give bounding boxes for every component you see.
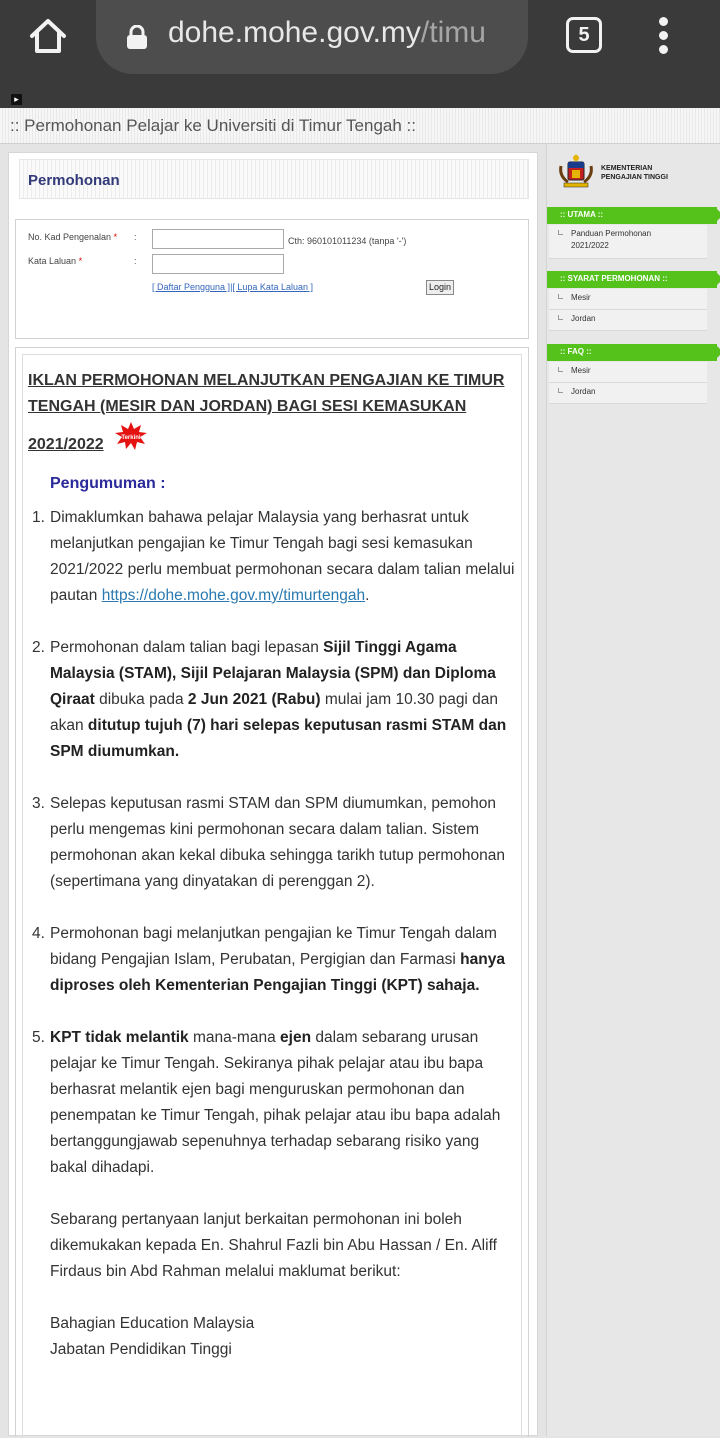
ic-colon: : [134, 232, 137, 242]
list-item: 2. Permohonan dalam talian bagi lepasan Sijil Tinggi Agama Malaysia (STAM), Sijil Pelajaran Malaysia (SPM) dan Diploma Qiraat dibuka pada 2 Jun 2021 (Rabu) mulai jam 10.30 pagi dan akan ditutup tujuh (7) hari selepas keputusan rasmi STAM dan SPM diumumkan. [32, 639, 507, 760]
ic-hint: Cth: 960101011234 (tanpa '-') [288, 236, 407, 246]
password-input[interactable] [152, 254, 284, 274]
announcement-box [15, 347, 529, 1437]
login-form [15, 219, 529, 339]
announcement-year: 2021/2022 [28, 436, 104, 453]
coat-of-arms-icon [555, 152, 597, 194]
forgot-password-link[interactable]: [ Lupa Kata Laluan ] [232, 282, 313, 292]
tab-switcher-button[interactable]: 5 [566, 17, 602, 53]
login-links: [ Daftar Pengguna ]|[ Lupa Kata Laluan ] [152, 282, 313, 292]
new-badge-icon [114, 422, 148, 450]
list-item: 1. Dimaklumkan bahawa pelajar Malaysia yang berhasrat untuk melanjutkan pengajian ke Timur Tengah bagi sesi kemasukan 2021/2022 perlu membuat permohonan secara dalam talian melalui pautan https://dohe.mohe.gov.my/timurtengah. [32, 509, 515, 604]
page-title: :: Permohonan Pelajar ke Universiti di Timur Tengah :: [10, 116, 416, 135]
home-icon[interactable] [26, 14, 70, 58]
announcement-heading: Pengumuman : [50, 475, 166, 492]
ic-label: No. Kad Pengenalan * [28, 232, 118, 242]
page-frame-bar [0, 90, 720, 108]
expand-arrow-icon[interactable]: ▸ [11, 94, 22, 105]
address-line: Jabatan Pendidikan Tinggi [50, 1341, 232, 1358]
list-item: 5. KPT tidak melantik mana-mana ejen dalam sebarang urusan pelajar ke Timur Tengah. Sekiranya pihak pelajar atau ibu bapa berhasrat melantik ejen bagi menguruskan permohonan dan penempatan ke Timur Tengah, pihak pelajar atau ibu bapa adalah bertanggungjawab sepenuhnya terhadap sebarang risiko yang bakal dihadapi. [32, 1029, 501, 1176]
contact-paragraph: Sebarang pertanyaan lanjut berkaitan permohonan ini boleh dikemukakan kepada En. Shahrul Fazli bin Abu Hassan / En. Aliff Firdaus bin Abd Rahman melalui maklumat berikut: [50, 1211, 497, 1280]
browser-toolbar [0, 0, 720, 90]
ministry-name: KEMENTERIAN PENGAJIAN TINGGI [601, 165, 668, 181]
more-options-icon[interactable] [652, 14, 676, 58]
ic-number-input[interactable] [152, 229, 284, 249]
password-label: Kata Laluan * [28, 256, 83, 266]
announcement-title: IKLAN PERMOHONAN MELANJUTKAN PENGAJIAN KE TIMUR TENGAH (MESIR DAN JORDAN) BAGI SESI KEMASUKAN [28, 372, 505, 415]
main-content [8, 152, 538, 1436]
section-header [19, 159, 529, 199]
list-item: 4. Permohonan bagi melanjutkan pengajian ke Timur Tengah dalam bidang Pengajian Islam, Perubatan, Pergigian dan Farmasi hanya diproses oleh Kementerian Pengajian Tinggi (KPT) sahaja. [32, 925, 505, 994]
password-colon: : [134, 256, 137, 266]
page-title-bar [0, 108, 720, 144]
ministry-logo [555, 152, 715, 196]
login-button[interactable]: Login [426, 280, 454, 295]
sidebar-item-faq-mesir[interactable]: Mesir [549, 362, 707, 383]
sidebar-item-panduan[interactable]: Panduan Permohonan 2021/2022 [549, 225, 707, 259]
sidebar-section-faq: :: FAQ :: [547, 344, 717, 361]
url-text: dohe.mohe.gov.my/timu [168, 16, 486, 49]
sidebar-item-faq-jordan[interactable]: Jordan [549, 383, 707, 404]
sidebar [546, 144, 720, 1436]
announcement-list [32, 505, 520, 1363]
section-title: Permohonan [28, 172, 120, 189]
sidebar-section-utama: :: UTAMA :: [547, 207, 717, 224]
register-link[interactable]: [ Daftar Pengguna ] [152, 282, 231, 292]
sidebar-item-syarat-jordan[interactable]: Jordan [549, 310, 707, 331]
lock-icon [126, 25, 148, 49]
address-bar[interactable] [96, 0, 528, 74]
timurtengah-link[interactable]: https://dohe.mohe.gov.my/timurtengah [101, 587, 366, 604]
sidebar-item-syarat-mesir[interactable]: Mesir [549, 289, 707, 310]
list-item: 3. Selepas keputusan rasmi STAM dan SPM diumumkan, pemohon perlu mengemas kini permohonan secara dalam talian. Sistem permohonan akan kekal dibuka sehingga tarikh tutup permohonan (sepertimana yang dinyatakan di perenggan 2). [32, 795, 505, 890]
sidebar-section-syarat: :: SYARAT PERMOHONAN :: [547, 271, 717, 288]
svg-text:Terkini: Terkini [121, 435, 141, 441]
address-line: Bahagian Education Malaysia [50, 1315, 255, 1332]
